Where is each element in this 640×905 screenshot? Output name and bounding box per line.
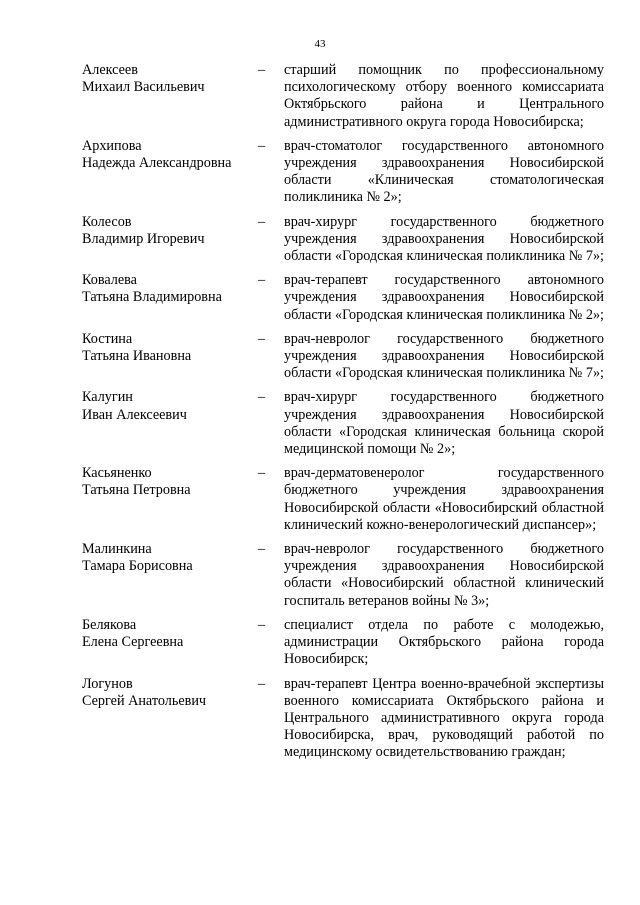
member-position: старший помощник по профессиональному психологическому отбору военного комиссариата Октябрьского района и Центрального административного округа города Новосибирска; xyxy=(284,62,604,130)
given-names: Михаил Васильевич xyxy=(82,79,205,96)
given-names: Татьяна Владимировна xyxy=(82,289,222,306)
list-item xyxy=(82,541,604,610)
member-position: врач-дерматовенеролог государственного бюджетного учреждения здравоохранения Новосибирской области «Новосибирский областной клинический кожно-венерологический диспансер»; xyxy=(284,465,604,533)
list-item xyxy=(82,272,604,324)
member-name xyxy=(82,617,258,669)
given-names: Татьяна Петровна xyxy=(82,482,191,499)
member-name xyxy=(82,465,258,534)
dash: – xyxy=(258,62,266,78)
surname: Алексеев xyxy=(82,62,138,78)
surname: Белякова xyxy=(82,616,137,633)
member-name xyxy=(82,272,258,324)
member-position: врач-стоматолог государственного автономного учреждения здравоохранения Новосибирской области «Клиническая стоматологическая поликлиника № 2»; xyxy=(284,137,604,206)
member-position: врач-невролог государственного бюджетного учреждения здравоохранения Новосибирской области «Новосибирский областной клинический госпиталь ветеранов войны № 3»; xyxy=(284,541,604,609)
list-item xyxy=(82,138,604,207)
list-item xyxy=(82,676,604,762)
given-names: Татьяна Ивановна xyxy=(82,348,192,365)
dash: – xyxy=(258,541,266,558)
dash: – xyxy=(258,675,266,692)
dash: – xyxy=(258,137,266,154)
member-name xyxy=(82,62,258,131)
member-name xyxy=(82,676,258,762)
member-position: врач-терапевт Центра военно-врачебной экспертизы военного комиссариата Октябрьского района и Центрального административного округа города Новосибирска, врач, руководящий работой по медицинскому освидетельствованию граждан; xyxy=(284,675,604,761)
list-item xyxy=(82,389,604,458)
member-position: врач-невролог государственного бюджетного учреждения здравоохранения Новосибирской области «Городская клиническая поликлиника № 7»; xyxy=(284,330,604,382)
member-name xyxy=(82,331,258,383)
page-number: 43 xyxy=(314,38,326,50)
given-names: Сергей Анатольевич xyxy=(82,692,207,709)
list-item xyxy=(82,62,604,131)
dash: – xyxy=(258,465,266,482)
surname: Архипова xyxy=(82,137,142,154)
surname: Касьяненко xyxy=(82,465,152,482)
given-names: Елена Сергеевна xyxy=(82,634,184,651)
dash: – xyxy=(258,616,266,633)
list-item xyxy=(82,465,604,534)
dash: – xyxy=(258,330,266,347)
given-names: Владимир Игоревич xyxy=(82,230,205,247)
surname: Ковалева xyxy=(82,272,137,289)
given-names: Иван Алексеевич xyxy=(82,406,187,423)
surname: Костина xyxy=(82,330,133,347)
member-name xyxy=(82,541,258,610)
surname: Колесов xyxy=(82,213,132,230)
member-position: врач-хирург государственного бюджетного учреждения здравоохранения Новосибирской области «Городская клиническая поликлиника № 7»; xyxy=(284,213,604,265)
member-position: специалист отдела по работе с молодежью, администрации Октябрьского района города Новосибирск; xyxy=(284,616,604,668)
surname: Калугин xyxy=(82,389,133,406)
given-names: Надежда Александровна xyxy=(82,155,232,172)
list-item xyxy=(82,617,604,669)
dash: – xyxy=(258,213,266,230)
list-item xyxy=(82,214,604,266)
surname: Логунов xyxy=(82,675,133,692)
member-list xyxy=(82,62,604,762)
member-name xyxy=(82,389,258,458)
dash: – xyxy=(258,389,266,406)
member-position: врач-хирург государственного бюджетного учреждения здравоохранения Новосибирской области «Городская клиническая больница скорой медицинской помощи № 2»; xyxy=(284,389,604,458)
member-name xyxy=(82,138,258,207)
dash: – xyxy=(258,272,266,289)
member-position: врач-терапевт государственного автономного учреждения здравоохранения Новосибирской области «Городская клиническая поликлиника № 2»; xyxy=(284,272,604,323)
given-names: Тамара Борисовна xyxy=(82,558,193,575)
list-item xyxy=(82,331,604,383)
surname: Малинкина xyxy=(82,541,152,558)
member-name xyxy=(82,214,258,266)
